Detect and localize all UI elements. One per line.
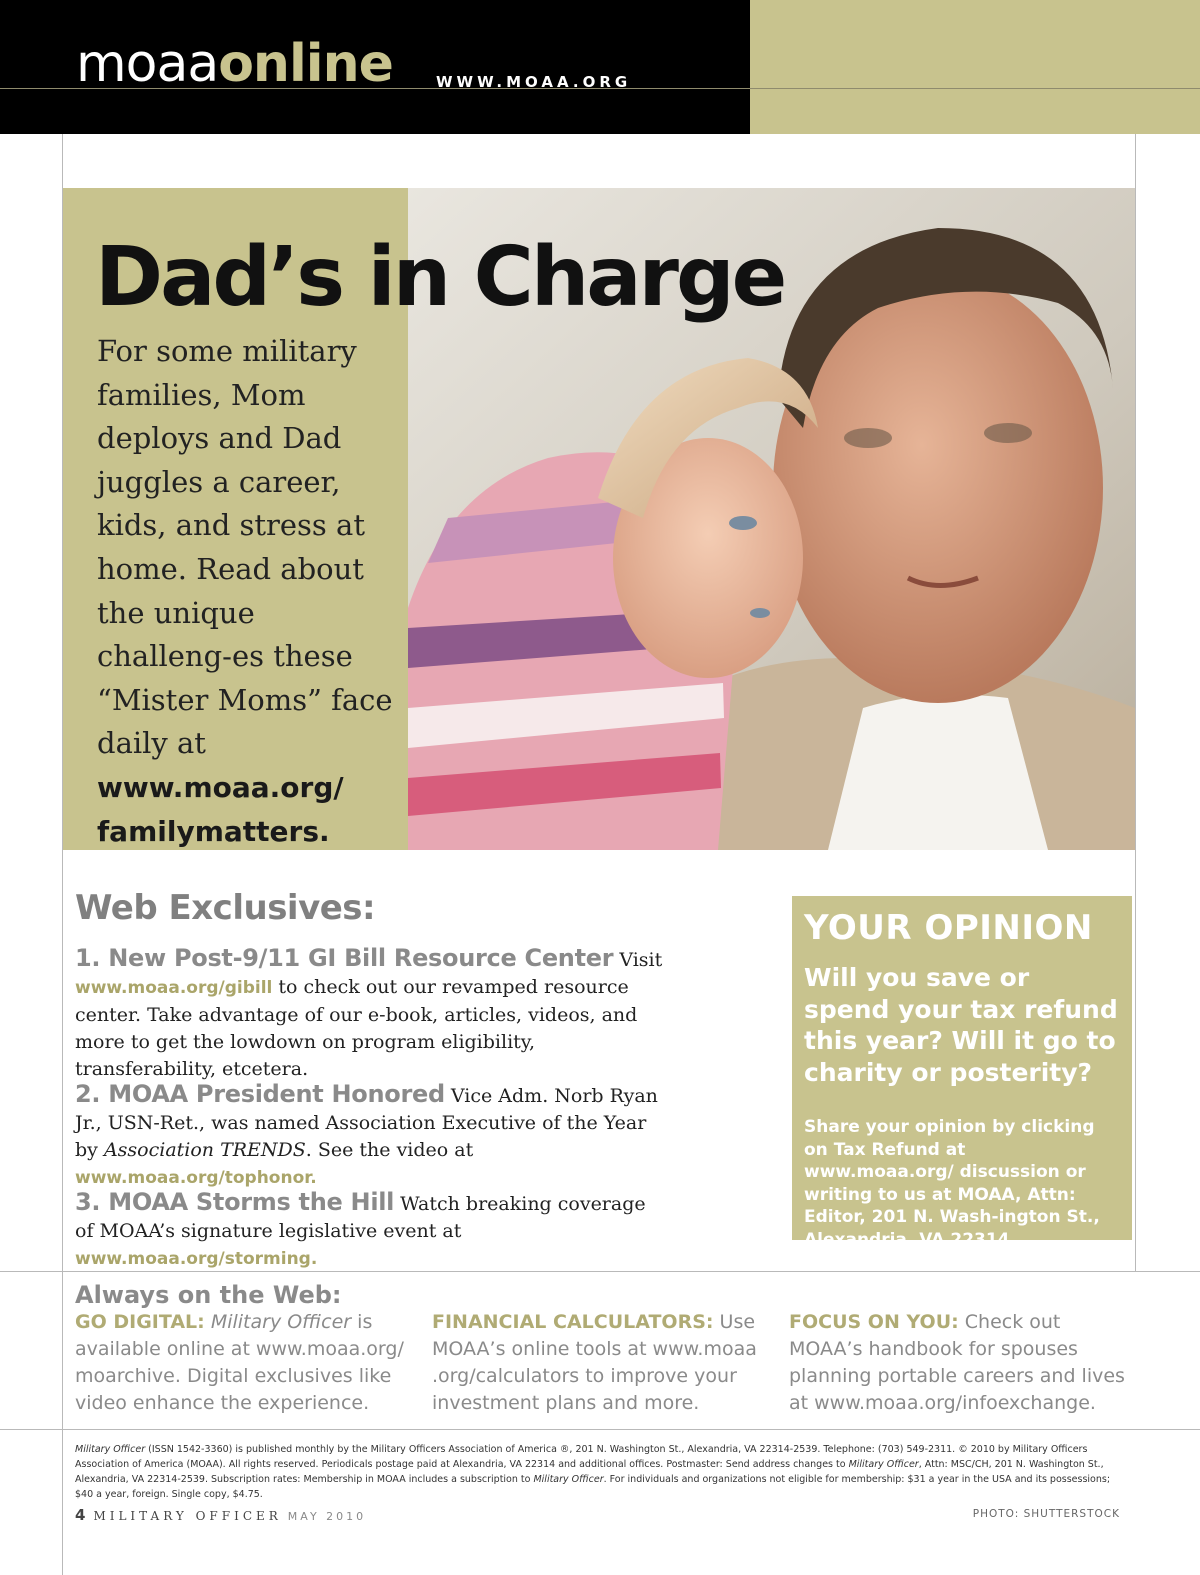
- web-exclusive-item: [75, 1189, 655, 1273]
- fineprint-text: . For individuals and organizations not eligible for membership: $31 a year in the USA and its possessions; $40 a year, foreign. Single copy, $4.75.: [75, 1474, 1111, 1500]
- always-on-web-heading: Always on the Web:: [75, 1281, 342, 1309]
- opinion-body: Share your opinion by clicking on Tax Refund at www.moaa.org/ discussion or writing to us at MOAA, Attn: Editor, 201 N. Wash-ington St., Alexandria, VA 22314.: [804, 1117, 1100, 1250]
- feature-body: [97, 330, 397, 853]
- moaa-online-logo: [76, 34, 393, 94]
- opinion-heading: YOUR OPINION: [804, 908, 1093, 948]
- issue-date: MAY 2010: [287, 1510, 367, 1523]
- web-exclusive-item: [75, 1081, 675, 1192]
- gibill-link[interactable]: www.moaa.org/gibill: [75, 978, 273, 998]
- page-number: 4: [75, 1506, 86, 1524]
- item-text: to check out our revamped resource center. Take advantage of our e-book, articles, videos, and more to get the lowdown on program eligibility, transferability, etcetera.: [75, 976, 638, 1080]
- storming-link[interactable]: www.moaa.org/storming.: [75, 1249, 318, 1269]
- web-exclusives-heading: Web Exclusives:: [75, 888, 376, 928]
- logo-suffix: online: [218, 34, 393, 94]
- frame-line-right: [1135, 134, 1136, 1271]
- logo-prefix: moaa: [76, 34, 219, 94]
- your-opinion-box: [792, 896, 1132, 1250]
- fineprint-italic: Military Officer: [848, 1459, 919, 1470]
- column-text: Check out MOAA’s handbook for spouses planning portable careers and lives at www.moaa.org/infoexchange.: [789, 1311, 1125, 1414]
- feature-title: Dad’s in Charge: [95, 230, 785, 325]
- item-text: Watch breaking coverage of MOAA’s signature legislative event at: [75, 1193, 646, 1242]
- focus-on-you-column: [789, 1309, 1129, 1417]
- page-footer: [75, 1506, 366, 1524]
- fineprint-italic: Military Officer: [75, 1444, 146, 1455]
- item-title: 3. MOAA Storms the Hill: [75, 1188, 395, 1216]
- header-accent: [750, 0, 1200, 134]
- web-exclusive-item: [75, 945, 675, 1083]
- go-digital-column: [75, 1309, 405, 1417]
- item-text: . See the video at: [305, 1139, 474, 1161]
- item-title: 2. MOAA President Honored: [75, 1080, 445, 1108]
- fineprint-text: (ISSN 1542-3360) is published monthly by the Military Officers Association of America ®, 201 N. Washington St., Alexandria, VA 22314-2539. Telephone: (703) 549-2311. © 2010 by Military Officers Association of America (MOAA). All rights reserved. Periodicals postage paid at Alexandria, VA 22314 and additional offices. Postmaster: Send address changes to: [75, 1444, 1088, 1470]
- column-italic: Military Officer: [210, 1311, 352, 1333]
- financial-calculators-column: [432, 1309, 767, 1417]
- opinion-question: Will you save or spend your tax refund this year? Will it go to charity or posterity?: [804, 963, 1118, 1087]
- publication-fineprint: [75, 1442, 1125, 1502]
- column-text: is available online at www.moaa.org/ moarchive. Digital exclusives like video enhance the experience.: [75, 1311, 404, 1414]
- familymatters-link[interactable]: www.moaa.org/ familymatters.: [97, 770, 344, 848]
- tophonor-link[interactable]: www.moaa.org/tophonor.: [75, 1168, 317, 1188]
- item-text: Visit: [613, 949, 663, 971]
- feature-text: For some military families, Mom deploys and Dad juggles a career, kids, and stress at home. Read about the unique challeng-es these “Mister Moms” face daily at: [97, 334, 393, 761]
- section-divider: [0, 1429, 1200, 1430]
- column-text: Use MOAA’s online tools at www.moaa .org/calculators to improve your investment plans and more.: [432, 1311, 757, 1414]
- fineprint-italic: Military Officer: [533, 1474, 604, 1485]
- site-url: WWW.MOAA.ORG: [436, 73, 632, 91]
- column-label: FOCUS ON YOU:: [789, 1311, 959, 1333]
- item-title: 1. New Post-9/11 GI Bill Resource Center: [75, 944, 614, 972]
- column-label: FINANCIAL CALCULATORS:: [432, 1311, 714, 1333]
- photo-credit: PHOTO: SHUTTERSTOCK: [972, 1508, 1120, 1520]
- fineprint-text: , Attn: MSC/CH, 201 N. Washington St., Alexandria, VA 22314-2539. Subscription rates: Membership in MOAA includes a subscription to: [75, 1459, 1104, 1485]
- column-label: GO DIGITAL:: [75, 1311, 205, 1333]
- item-italic: Association TRENDS: [103, 1139, 306, 1161]
- item-text: Vice Adm. Norb Ryan Jr., USN-Ret., was named Association Executive of the Year by: [75, 1085, 658, 1161]
- magazine-name: MILITARY OFFICER: [93, 1509, 282, 1523]
